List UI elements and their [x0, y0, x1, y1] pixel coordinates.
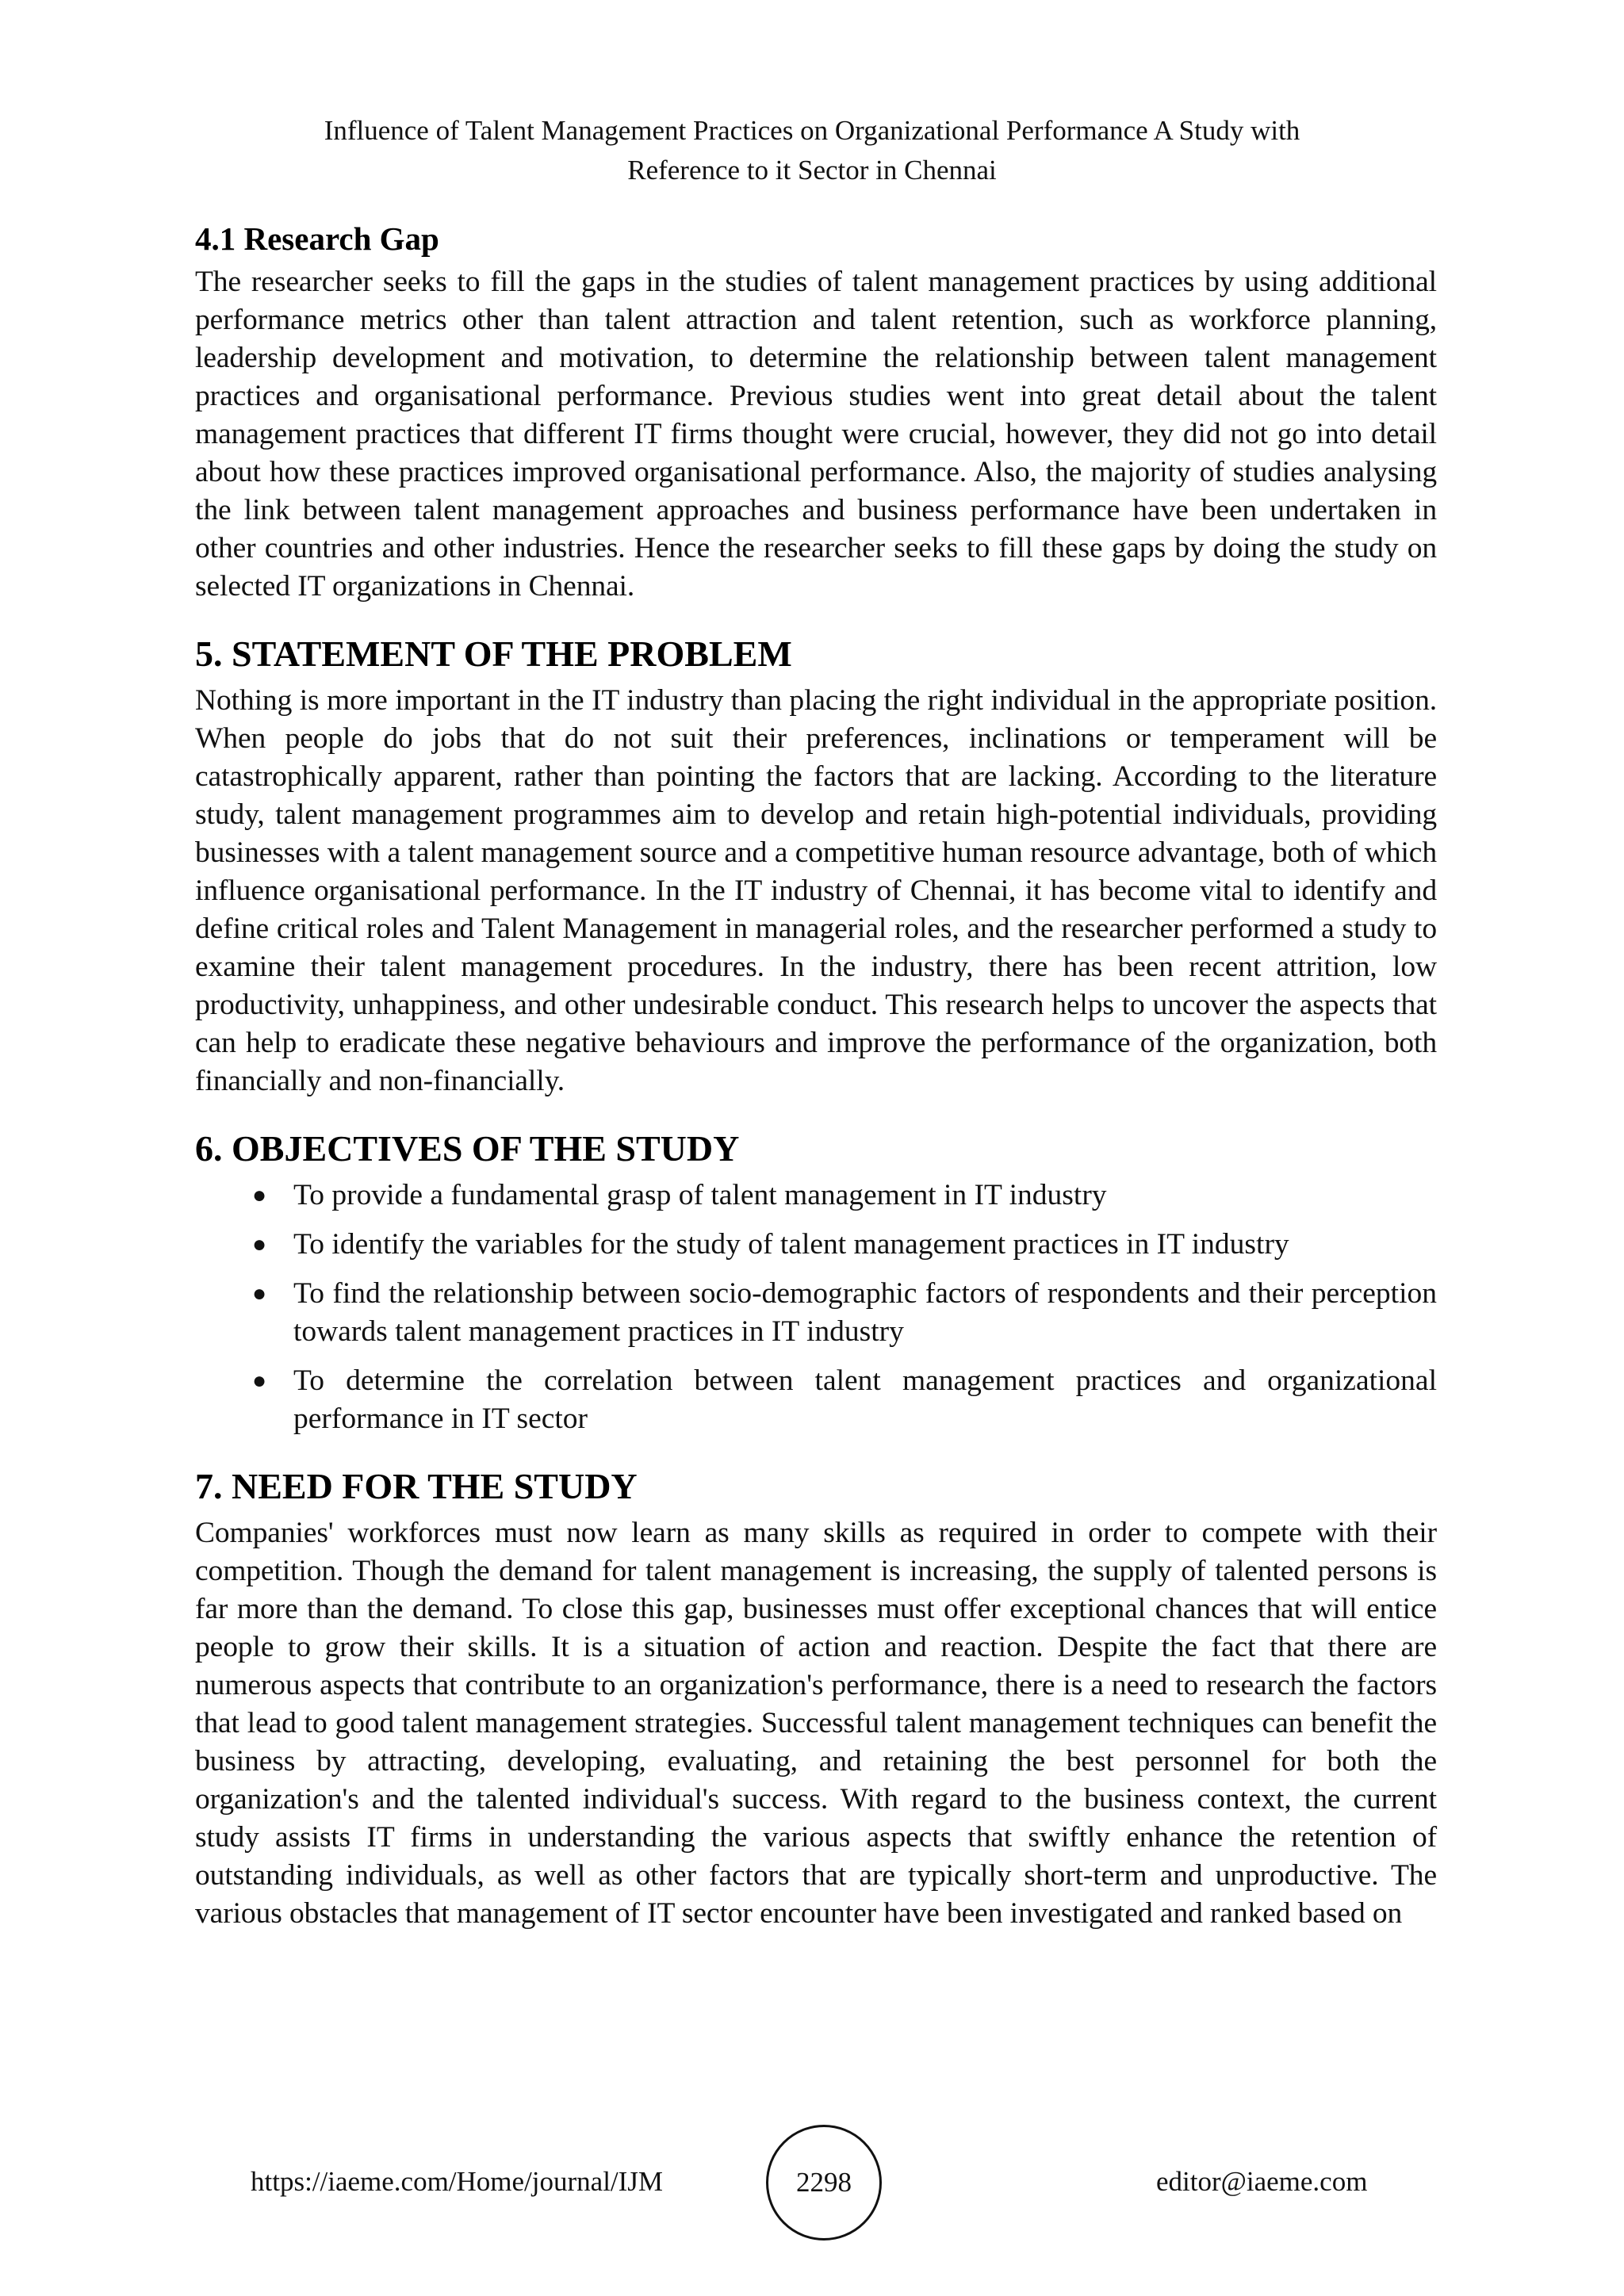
running-header	[238, 111, 1386, 190]
problem-statement-heading: 5. STATEMENT OF THE PROBLEM	[195, 633, 792, 674]
running-header-line-2: Reference to it Sector in Chennai	[627, 155, 997, 186]
list-item	[195, 1362, 1437, 1438]
page-number: 2298	[766, 2125, 882, 2241]
objective-text: To find the relationship between socio-demographic factors of respondents and their perception towards talent management practices in IT industry	[293, 1277, 1437, 1348]
objectives-list	[195, 1177, 1437, 1438]
objectives-heading: 6. OBJECTIVES OF THE STUDY	[195, 1128, 740, 1169]
need-for-study-heading: 7. NEED FOR THE STUDY	[195, 1466, 638, 1506]
objective-text: To determine the correlation between talent management practices and organizational performance in IT sector	[293, 1364, 1437, 1435]
objective-text: To provide a fundamental grasp of talent management in IT industry	[293, 1179, 1107, 1211]
bullet-icon: ●	[252, 1231, 267, 1257]
main-content	[195, 216, 1437, 1933]
bullet-icon: ●	[252, 1182, 267, 1208]
need-for-study-paragraph: Companies' workforces must now learn as many skills as required in order to compete with their competition. Though the demand for talent management is increasing, the supply of talented persons is far more than the demand. To close this gap, businesses must offer exceptional chances that will entice people to grow their skills. It is a situation of action and reaction. Despite the fact that there are numerous aspects that contribute to an organization's performance, there is a need to research the factors that lead to good talent management strategies. Successful talent management techniques can benefit the business by attracting, developing, evaluating, and retaining the best personnel for both the organization's and the talented individual's success. With regard to the business context, the current study assists IT firms in understanding the various aspects that swiftly enhance the retention of outstanding individuals, as well as other factors that are typically short-term and unproductive. The various obstacles that management of IT sector encounter have been investigated and ranked based on	[195, 1517, 1437, 1930]
research-gap-heading: 4.1 Research Gap	[195, 220, 439, 257]
running-header-line-1: Influence of Talent Management Practices on Organizational Performance A Study with	[324, 115, 1300, 146]
list-item	[195, 1226, 1437, 1264]
research-gap-paragraph: The researcher seeks to fill the gaps in the studies of talent management practices by using additional performance metrics other than talent attraction and talent retention, such as workforce planning, leadership development and motivation, to determine the relationship between talent management practices and organisational performance. Previous studies went into great detail about the talent management practices that different IT firms thought were crucial, however, they did not go into detail about how these practices improved organisational performance. Also, the majority of studies analysing the link between talent management approaches and business performance have been undertaken in other countries and other industries. Hence the researcher seeks to fill these gaps by doing the study on selected IT organizations in Chennai.	[195, 266, 1437, 603]
bullet-icon: ●	[252, 1280, 267, 1307]
list-item	[195, 1177, 1437, 1215]
objective-text: To identify the variables for the study of talent management practices in IT industry	[293, 1228, 1289, 1261]
bullet-icon: ●	[252, 1368, 267, 1394]
footer-journal-link[interactable]: https://iaeme.com/Home/journal/IJM	[251, 2166, 664, 2197]
list-item	[195, 1275, 1437, 1351]
problem-statement-paragraph: Nothing is more important in the IT industry than placing the right individual in the appropriate position. When people do jobs that do not suit their preferences, inclinations or temperament will be catastrophically apparent, rather than pointing the factors that are lacking. According to the literature study, talent management programmes aim to develop and retain high-potential individuals, providing businesses with a talent management source and a competitive human resource advantage, both of which influence organisational performance. In the IT industry of Chennai, it has become vital to identify and define critical roles and Talent Management in managerial roles, and the researcher performed a study to examine their talent management procedures. In the industry, there has been recent attrition, low productivity, unhappiness, and other undesirable conduct. This research helps to uncover the aspects that can help to eradicate these negative behaviours and improve the performance of the organization, both financially and non-financially.	[195, 684, 1437, 1097]
footer-email-link[interactable]: editor@iaeme.com	[1156, 2166, 1368, 2197]
